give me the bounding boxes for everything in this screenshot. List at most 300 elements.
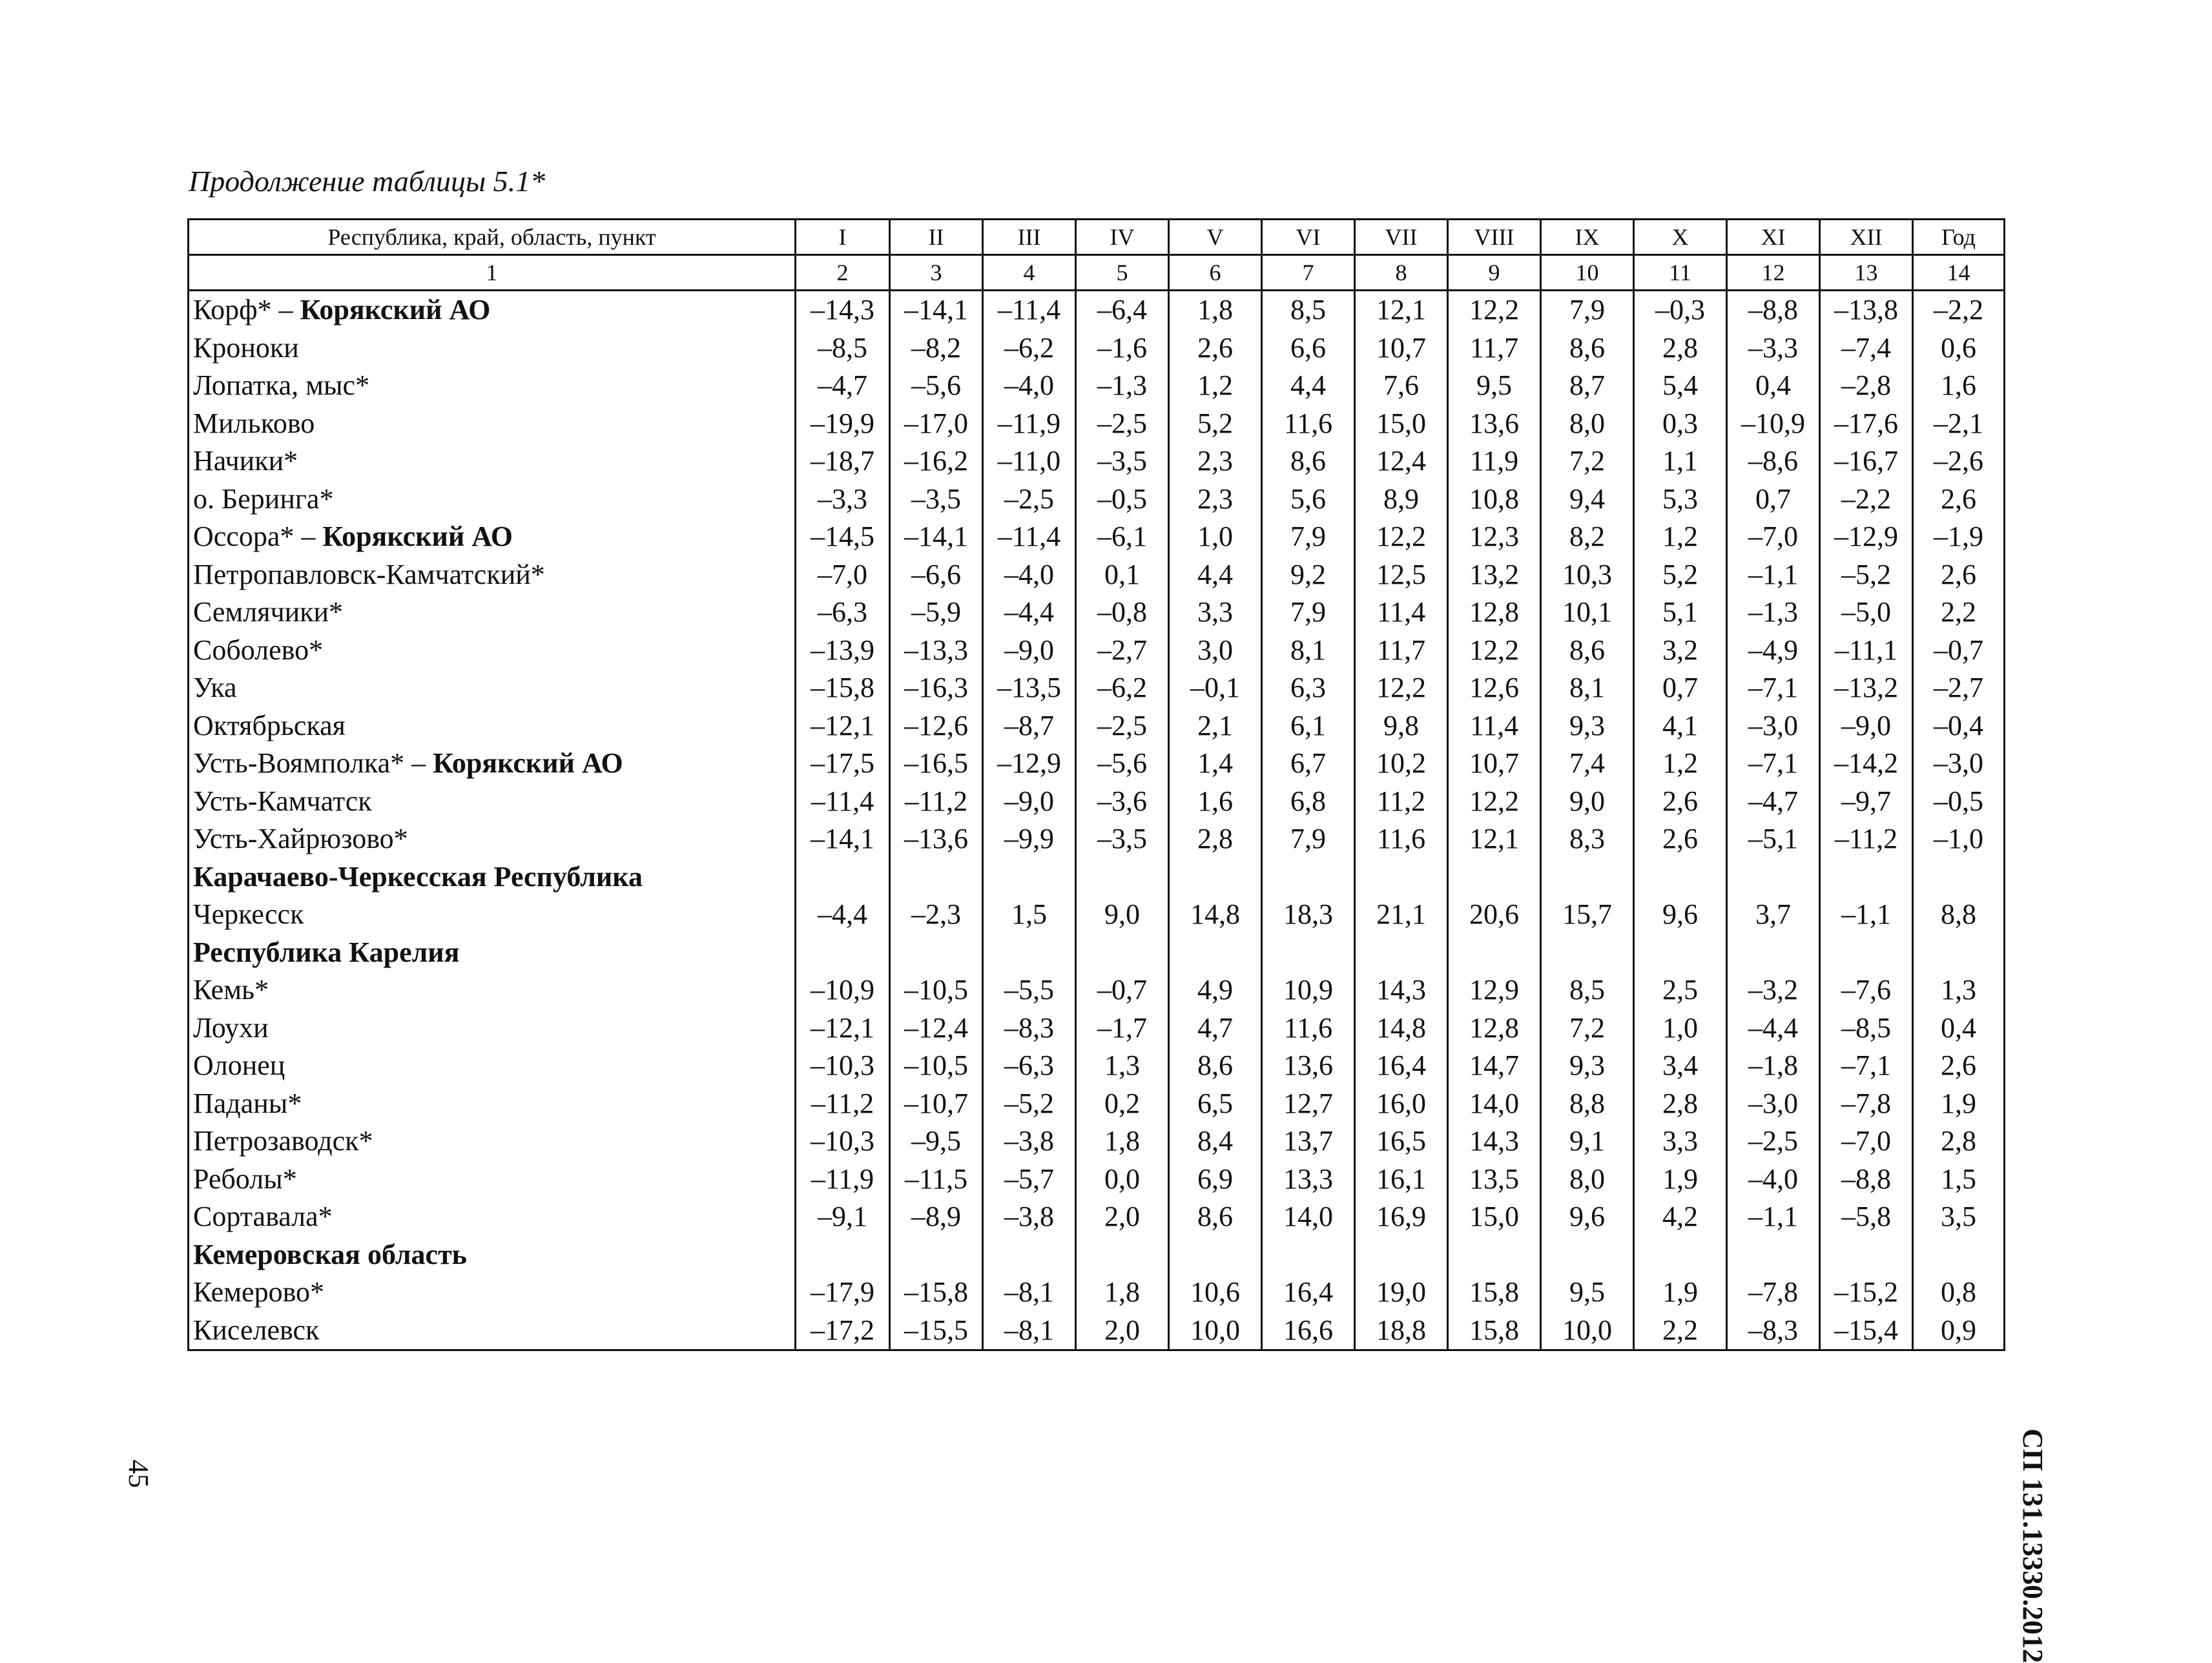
temperature-cell: 1,9	[1913, 1085, 2005, 1123]
temperature-cell: 8,8	[1913, 896, 2005, 934]
temperature-cell: 4,9	[1169, 971, 1262, 1009]
temperature-cell: 1,2	[1634, 745, 1727, 783]
temperature-cell: 8,6	[1541, 329, 1634, 367]
temperature-cell: 8,5	[1541, 971, 1634, 1009]
column-number: 2	[796, 255, 890, 291]
empty-cell	[1448, 858, 1541, 896]
temperature-cell: 8,5	[1262, 291, 1355, 329]
empty-cell	[1727, 858, 1820, 896]
empty-cell	[1727, 1236, 1820, 1274]
empty-cell	[1913, 1236, 2005, 1274]
temperature-cell: –2,2	[1913, 291, 2005, 329]
temperature-cell: –11,4	[796, 783, 890, 821]
temperature-cell: –2,5	[983, 480, 1076, 519]
temperature-cell: 0,0	[1076, 1161, 1169, 1199]
header-col-1: I	[796, 220, 890, 255]
temperature-cell: 14,8	[1169, 896, 1262, 934]
temperature-cell: –5,6	[1076, 745, 1169, 783]
temperature-cell: –6,3	[796, 594, 890, 632]
temperature-cell: –2,6	[1913, 442, 2005, 480]
temperature-cell: –5,9	[890, 594, 983, 632]
temperature-cell: –2,5	[1076, 405, 1169, 443]
table-row	[189, 632, 2005, 670]
temperature-cell: 12,2	[1355, 518, 1448, 556]
table-row	[189, 442, 2005, 480]
temperature-cell: –11,9	[796, 1161, 890, 1199]
temperature-cell: –17,9	[796, 1274, 890, 1312]
station-name-cell	[189, 1161, 796, 1199]
temperature-cell: 9,8	[1355, 707, 1448, 745]
temperature-cell: –0,7	[1913, 632, 2005, 670]
district-name: Корякский АО	[300, 294, 491, 325]
temperature-cell: –15,8	[890, 1274, 983, 1312]
temperature-cell: 8,3	[1541, 820, 1634, 858]
empty-cell	[1355, 858, 1448, 896]
temperature-cell: –5,2	[983, 1085, 1076, 1123]
temperature-cell: –6,2	[1076, 669, 1169, 707]
temperature-cell: –3,5	[1076, 820, 1169, 858]
temperature-cell: –12,9	[983, 745, 1076, 783]
column-number: 3	[890, 255, 983, 291]
temperature-cell: –3,5	[890, 480, 983, 519]
temperature-cell: –4,0	[983, 556, 1076, 594]
region-name: Республика Карелия	[189, 934, 796, 972]
temperature-cell: 14,7	[1448, 1047, 1541, 1085]
temperature-cell: 9,3	[1541, 707, 1634, 745]
temperature-cell: 8,0	[1541, 1161, 1634, 1199]
temperature-cell: 11,6	[1262, 1009, 1355, 1048]
temperature-cell: –9,1	[796, 1198, 890, 1236]
temperature-cell: 9,6	[1541, 1198, 1634, 1236]
station-name-cell	[189, 480, 796, 519]
temperature-cell: –12,1	[796, 707, 890, 745]
temperature-cell: –3,8	[983, 1198, 1076, 1236]
temperature-cell: 3,7	[1727, 896, 1820, 934]
temperature-cell: 1,3	[1076, 1047, 1169, 1085]
header-col-2: II	[890, 220, 983, 255]
temperature-cell: –9,0	[983, 632, 1076, 670]
header-col-6: VI	[1262, 220, 1355, 255]
temperature-cell: –7,1	[1727, 745, 1820, 783]
temperature-cell: –8,5	[796, 329, 890, 367]
temperature-cell: 16,0	[1355, 1085, 1448, 1123]
temperature-cell: –3,3	[796, 480, 890, 519]
temperature-cell: 15,7	[1541, 896, 1634, 934]
dash-separator: –	[271, 294, 300, 325]
temperature-cell: –15,8	[796, 669, 890, 707]
temperature-cell: –6,3	[983, 1047, 1076, 1085]
temperature-cell: 11,7	[1448, 329, 1541, 367]
temperature-cell: 0,1	[1076, 556, 1169, 594]
temperature-cell: 8,6	[1169, 1047, 1262, 1085]
empty-cell	[1820, 934, 1913, 972]
table-body	[189, 291, 2005, 1350]
column-number: 4	[983, 255, 1076, 291]
temperature-cell: –0,8	[1076, 594, 1169, 632]
temperature-cell: 14,3	[1448, 1122, 1541, 1161]
temperature-cell: 8,2	[1541, 518, 1634, 556]
temperature-cell: –8,3	[983, 1009, 1076, 1048]
temperature-cell: 3,5	[1913, 1198, 2005, 1236]
temperature-cell: 0,4	[1913, 1009, 2005, 1048]
temperature-cell: –1,0	[1913, 820, 2005, 858]
station-name-cell	[189, 1198, 796, 1236]
temperature-cell: 21,1	[1355, 896, 1448, 934]
district-name: Корякский АО	[322, 521, 513, 552]
temperature-cell: –9,0	[1820, 707, 1913, 745]
empty-cell	[1541, 858, 1634, 896]
temperature-cell: 5,1	[1634, 594, 1727, 632]
temperature-cell: 11,6	[1262, 405, 1355, 443]
station-name-cell	[189, 745, 796, 783]
empty-cell	[1262, 858, 1355, 896]
temperature-cell: 12,1	[1355, 291, 1448, 329]
temperature-cell: 10,2	[1355, 745, 1448, 783]
temperature-cell: 7,6	[1355, 367, 1448, 405]
temperature-cell: –11,2	[890, 783, 983, 821]
temperature-cell: 8,6	[1262, 442, 1355, 480]
station-name: Кемь*	[193, 974, 269, 1006]
temperature-cell: –5,7	[983, 1161, 1076, 1199]
column-number: 5	[1076, 255, 1169, 291]
temperature-cell: 0,9	[1913, 1312, 2005, 1350]
temperature-cell: 12,8	[1448, 1009, 1541, 1048]
empty-cell	[1634, 934, 1727, 972]
temperature-cell: –11,4	[983, 518, 1076, 556]
region-row	[189, 858, 2005, 896]
temperature-cell: 2,2	[1913, 594, 2005, 632]
temperature-cell: 10,0	[1169, 1312, 1262, 1350]
temperature-cell: 10,0	[1541, 1312, 1634, 1350]
temperature-cell: –0,3	[1634, 291, 1727, 329]
empty-cell	[890, 934, 983, 972]
temperature-cell: 11,4	[1355, 594, 1448, 632]
temperature-cell: –11,9	[983, 405, 1076, 443]
table-row	[189, 329, 2005, 367]
temperature-cell: 19,0	[1355, 1274, 1448, 1312]
temperature-cell: –2,5	[1076, 707, 1169, 745]
station-name-cell	[189, 1312, 796, 1350]
station-name: Усть-Хайрюзово*	[193, 823, 408, 854]
temperature-cell: 5,4	[1634, 367, 1727, 405]
station-name-cell	[189, 556, 796, 594]
empty-cell	[1448, 1236, 1541, 1274]
table-row	[189, 707, 2005, 745]
temperature-cell: 3,2	[1634, 632, 1727, 670]
empty-cell	[1076, 934, 1169, 972]
temperature-cell: 1,1	[1634, 442, 1727, 480]
temperature-cell: –14,3	[796, 291, 890, 329]
temperature-cell: 1,6	[1913, 367, 2005, 405]
temperature-cell: 0,7	[1727, 480, 1820, 519]
temperature-cell: 14,0	[1448, 1085, 1541, 1123]
temperature-cell: –7,1	[1727, 669, 1820, 707]
temperature-cell: –12,4	[890, 1009, 983, 1048]
temperature-cell: 9,4	[1541, 480, 1634, 519]
empty-cell	[796, 1236, 890, 1274]
temperature-cell: 10,7	[1355, 329, 1448, 367]
temperature-cell: –2,8	[1820, 367, 1913, 405]
temperature-cell: –3,5	[1076, 442, 1169, 480]
temperature-cell: 14,0	[1262, 1198, 1355, 1236]
empty-cell	[1541, 934, 1634, 972]
temperature-cell: –14,1	[890, 291, 983, 329]
station-name: Паданы*	[193, 1087, 302, 1119]
temperature-cell: –0,1	[1169, 669, 1262, 707]
temperature-cell: –14,1	[796, 820, 890, 858]
temperature-cell: –6,1	[1076, 518, 1169, 556]
temperature-cell: 2,5	[1634, 971, 1727, 1009]
temperature-cell: –2,1	[1913, 405, 2005, 443]
column-number: 14	[1913, 255, 2005, 291]
temperature-cell: 10,8	[1448, 480, 1541, 519]
header-location: Республика, край, область, пункт	[189, 220, 796, 255]
temperature-cell: 3,4	[1634, 1047, 1727, 1085]
temperature-cell: 3,0	[1169, 632, 1262, 670]
temperature-cell: –8,1	[983, 1312, 1076, 1350]
table-header	[189, 220, 2005, 291]
temperature-cell: –7,8	[1820, 1085, 1913, 1123]
table-row	[189, 1274, 2005, 1312]
temperature-cell: –14,5	[796, 518, 890, 556]
temperature-cell: –13,9	[796, 632, 890, 670]
temperature-cell: –8,9	[890, 1198, 983, 1236]
temperature-cell: 1,3	[1913, 971, 2005, 1009]
temperature-cell: 5,6	[1262, 480, 1355, 519]
header-col-13: Год	[1913, 220, 2005, 255]
temperature-cell: 9,2	[1262, 556, 1355, 594]
temperature-cell: 8,0	[1541, 405, 1634, 443]
temperature-cell: –3,8	[983, 1122, 1076, 1161]
temperature-cell: –4,9	[1727, 632, 1820, 670]
temperature-cell: –12,1	[796, 1009, 890, 1048]
temperature-cell: 9,1	[1541, 1122, 1634, 1161]
temperature-cell: 2,6	[1634, 783, 1727, 821]
temperature-cell: –0,5	[1913, 783, 2005, 821]
temperature-cell: –6,4	[1076, 291, 1169, 329]
temperature-cell: –1,9	[1913, 518, 2005, 556]
temperature-cell: 8,8	[1541, 1085, 1634, 1123]
temperature-cell: –8,1	[983, 1274, 1076, 1312]
empty-cell	[1169, 1236, 1262, 1274]
temperature-cell: 12,2	[1448, 783, 1541, 821]
temperature-cell: 7,9	[1262, 820, 1355, 858]
empty-cell	[796, 934, 890, 972]
empty-cell	[1262, 934, 1355, 972]
temperature-cell: 6,9	[1169, 1161, 1262, 1199]
station-name: Оссора*	[193, 521, 295, 552]
temperature-cell: 6,6	[1262, 329, 1355, 367]
header-col-3: III	[983, 220, 1076, 255]
temperature-cell: 9,5	[1541, 1274, 1634, 1312]
station-name: Ука	[193, 672, 237, 703]
temperature-cell: –16,5	[890, 745, 983, 783]
temperature-cell: 12,7	[1262, 1085, 1355, 1123]
table-row	[189, 556, 2005, 594]
temperature-cell: 11,9	[1448, 442, 1541, 480]
station-name: Мильково	[193, 407, 315, 439]
temperature-cell: –6,2	[983, 329, 1076, 367]
station-name-cell	[189, 1047, 796, 1085]
temperature-cell: –3,0	[1913, 745, 2005, 783]
header-col-9: IX	[1541, 220, 1634, 255]
temperature-cell: 12,6	[1448, 669, 1541, 707]
station-name: Лоухи	[193, 1011, 269, 1044]
column-number: 1	[189, 255, 796, 291]
temperature-cell: 1,9	[1634, 1161, 1727, 1199]
temperature-cell: 2,8	[1913, 1122, 2005, 1161]
temperature-cell: 2,6	[1913, 556, 2005, 594]
station-name: Лопатка, мыс*	[193, 369, 370, 401]
temperature-cell: 18,3	[1262, 896, 1355, 934]
temperature-cell: 16,5	[1355, 1122, 1448, 1161]
table-row	[189, 896, 2005, 934]
temperature-cell: 2,3	[1169, 480, 1262, 519]
temperature-cell: 1,6	[1169, 783, 1262, 821]
temperature-cell: 13,3	[1262, 1161, 1355, 1199]
temperature-cell: 1,5	[1913, 1161, 2005, 1199]
temperature-cell: 14,3	[1355, 971, 1448, 1009]
temperature-cell: –11,2	[1820, 820, 1913, 858]
station-name: Сортавала*	[193, 1201, 333, 1232]
temperature-cell: 11,7	[1355, 632, 1448, 670]
temperature-cell: 1,0	[1634, 1009, 1727, 1048]
station-name: Петропавловск-Камчатский*	[193, 558, 545, 590]
temperature-cell: –16,3	[890, 669, 983, 707]
temperature-cell: 13,2	[1448, 556, 1541, 594]
temperature-cell: 16,9	[1355, 1198, 1448, 1236]
empty-cell	[1355, 934, 1448, 972]
temperature-cell: 13,5	[1448, 1161, 1541, 1199]
temperature-cell: 12,4	[1355, 442, 1448, 480]
header-col-10: X	[1634, 220, 1727, 255]
table-row	[189, 745, 2005, 783]
station-name: Усть-Воямполка*	[193, 747, 405, 779]
temperature-cell: 12,1	[1448, 820, 1541, 858]
empty-cell	[1634, 858, 1727, 896]
temperature-cell: –19,9	[796, 405, 890, 443]
temperature-cell: 7,9	[1262, 518, 1355, 556]
station-name-cell	[189, 291, 796, 329]
station-name: Соболево*	[193, 634, 324, 666]
temperature-cell: 8,1	[1262, 632, 1355, 670]
temperature-cell: 11,4	[1448, 707, 1541, 745]
temperature-cell: –4,0	[1727, 1161, 1820, 1199]
station-name-cell	[189, 405, 796, 443]
temperature-cell: 16,6	[1262, 1312, 1355, 1350]
temperature-cell: 9,3	[1541, 1047, 1634, 1085]
station-name: Реболы*	[193, 1162, 297, 1195]
region-name: Кемеровская область	[189, 1236, 796, 1274]
temperature-cell: 12,8	[1448, 594, 1541, 632]
station-name-cell	[189, 442, 796, 480]
temperature-cell: –17,0	[890, 405, 983, 443]
temperature-cell: –5,6	[890, 367, 983, 405]
temperature-cell: –4,7	[1727, 783, 1820, 821]
column-number: 12	[1727, 255, 1820, 291]
table-row	[189, 518, 2005, 556]
temperature-cell: –11,5	[890, 1161, 983, 1199]
station-name-cell	[189, 632, 796, 670]
temperature-cell: –1,3	[1727, 594, 1820, 632]
empty-cell	[1169, 858, 1262, 896]
station-name-cell	[189, 707, 796, 745]
temperature-cell: 0,6	[1913, 329, 2005, 367]
temperature-cell: 10,7	[1448, 745, 1541, 783]
temperature-cell: 12,2	[1448, 632, 1541, 670]
station-name: Кроноки	[193, 331, 299, 364]
temperature-cell: 10,3	[1541, 556, 1634, 594]
station-name: Начики*	[193, 445, 298, 477]
station-name-cell	[189, 669, 796, 707]
temperature-cell: –13,2	[1820, 669, 1913, 707]
temperature-cell: –17,6	[1820, 405, 1913, 443]
temperature-cell: –14,2	[1820, 745, 1913, 783]
temperature-cell: –17,5	[796, 745, 890, 783]
table-row	[189, 1047, 2005, 1085]
empty-cell	[1076, 1236, 1169, 1274]
temperature-cell: 0,4	[1727, 367, 1820, 405]
temperature-cell: 2,8	[1634, 329, 1727, 367]
temperature-cell: –12,9	[1820, 518, 1913, 556]
temperature-cell: 8,1	[1541, 669, 1634, 707]
table-row	[189, 1161, 2005, 1199]
column-number: 11	[1634, 255, 1727, 291]
temperature-cell: 6,5	[1169, 1085, 1262, 1123]
header-col-5: V	[1169, 220, 1262, 255]
temperature-cell: 8,9	[1355, 480, 1448, 519]
temperature-cell: 2,0	[1076, 1312, 1169, 1350]
temperature-cell: –5,5	[983, 971, 1076, 1009]
temperature-cell: –1,7	[1076, 1009, 1169, 1048]
temperature-cell: –16,2	[890, 442, 983, 480]
empty-cell	[983, 858, 1076, 896]
station-name-cell	[189, 1122, 796, 1161]
temperature-cell: 6,8	[1262, 783, 1355, 821]
temperature-cell: –16,7	[1820, 442, 1913, 480]
table-row	[189, 405, 2005, 443]
temperature-cell: 9,0	[1541, 783, 1634, 821]
temperature-cell: 1,9	[1634, 1274, 1727, 1312]
station-name-cell	[189, 783, 796, 821]
temperature-cell: –10,3	[796, 1047, 890, 1085]
temperature-cell: 3,3	[1169, 594, 1262, 632]
table-row	[189, 1198, 2005, 1236]
station-name: Усть-Камчатск	[193, 785, 372, 817]
temperature-cell: 15,0	[1448, 1198, 1541, 1236]
station-name: Петрозаводск*	[193, 1125, 373, 1157]
table-row	[189, 1009, 2005, 1048]
temperature-cell: 6,3	[1262, 669, 1355, 707]
temperature-cell: 11,6	[1355, 820, 1448, 858]
table-caption: Продолжение таблицы 5.1*	[189, 165, 546, 198]
table-row	[189, 1122, 2005, 1161]
temperature-cell: 0,3	[1634, 405, 1727, 443]
temperature-cell: 11,2	[1355, 783, 1448, 821]
temperature-cell: 13,7	[1262, 1122, 1355, 1161]
temperature-cell: –4,4	[1727, 1009, 1820, 1048]
table-row	[189, 669, 2005, 707]
temperature-cell: –4,4	[983, 594, 1076, 632]
temperature-cell: 1,0	[1169, 518, 1262, 556]
region-row	[189, 1236, 2005, 1274]
temperature-cell: –10,9	[1727, 405, 1820, 443]
temperature-cell: 7,4	[1541, 745, 1634, 783]
temperature-cell: –4,7	[796, 367, 890, 405]
temperature-cell: –7,0	[796, 556, 890, 594]
dash-separator: –	[404, 747, 433, 779]
temperature-cell: 13,6	[1262, 1047, 1355, 1085]
